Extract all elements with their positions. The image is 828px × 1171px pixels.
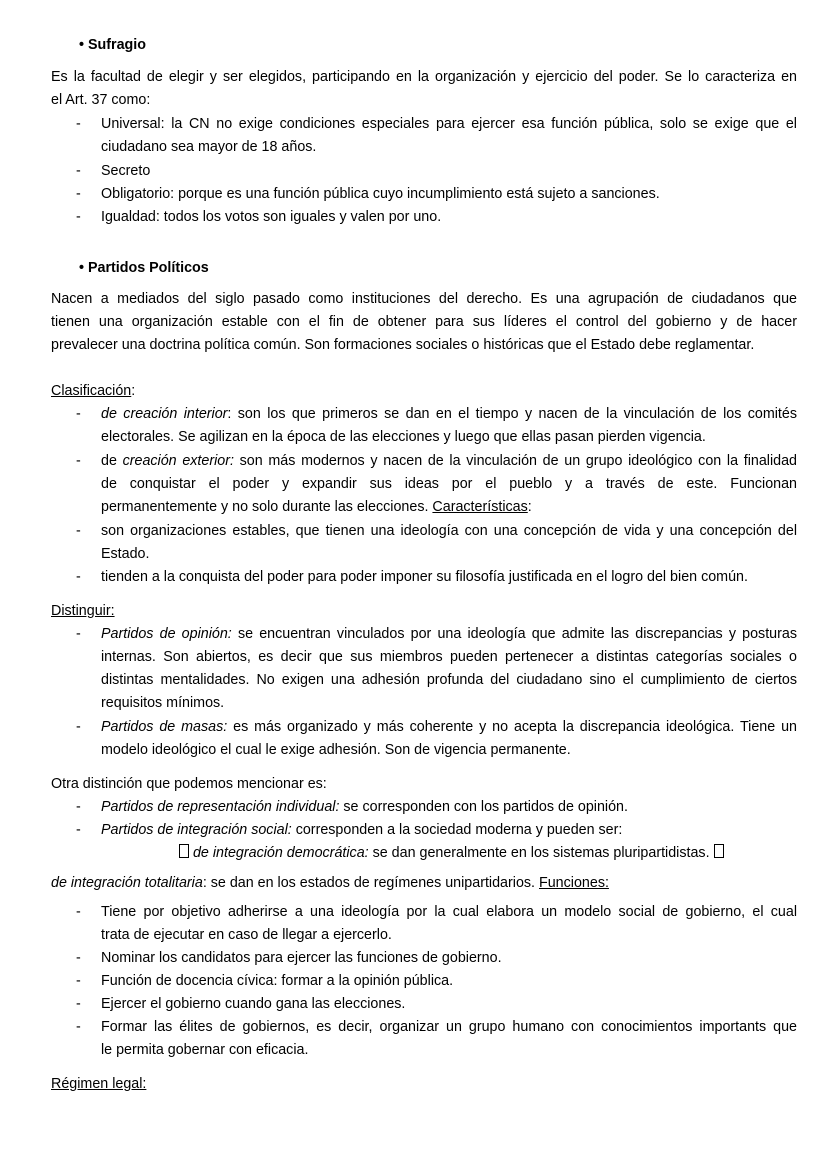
list-dash: -	[76, 904, 81, 920]
list-item-text: se dan generalmente en los sistemas pluripartidistas.	[368, 845, 710, 861]
list-item-continuation: requisitos mínimos.	[101, 695, 225, 711]
list-item: Universal: la CN no exige condiciones especiales para ejercer esa función pública, solo se exige que el	[101, 116, 797, 132]
sub-item-democratica	[179, 842, 724, 864]
checkbox-glyph-icon	[714, 844, 724, 858]
list-dash: -	[76, 822, 81, 838]
list-item-continuation: electorales. Se agilizan en la época de las elecciones y luego que ellas pasan pierden vigencia.	[101, 429, 706, 445]
emphasis-term: Partidos de masas:	[101, 719, 228, 735]
list-item-text: : se dan en los estados de regímenes unipartidarios.	[202, 875, 539, 891]
list-dash: -	[76, 163, 81, 179]
list-item-text: de	[101, 453, 123, 469]
list-item-continuation: de conquistar el poder y expandir sus ideas por el pueblo y a través de este. Funcionan	[101, 476, 797, 492]
list-item: Ejercer el gobierno cuando gana las elecciones.	[101, 996, 406, 1012]
list-item-continuation: le permita gobernar con eficacia.	[101, 1042, 309, 1058]
list-dash: -	[76, 186, 81, 202]
list-item-continuation: modelo ideológico el cual le exige adhesión. Son de vigencia permanente.	[101, 742, 571, 758]
list-item	[101, 450, 797, 472]
list-dash: -	[76, 626, 81, 642]
list-item-continuation: Estado.	[101, 546, 150, 562]
list-item: tienden a la conquista del poder para poder imponer su filosofía justificada en el logro del bien común.	[101, 569, 748, 585]
list-item	[101, 623, 797, 645]
list-item	[101, 819, 622, 841]
list-item-text: se encuentran vinculados por una ideología que admite las discrepancias y posturas	[231, 626, 797, 642]
list-item: Obligatorio: porque es una función pública cuyo incumplimiento está sujeto a sanciones.	[101, 186, 660, 202]
sufragio-heading: • Sufragio	[79, 37, 146, 53]
list-item-text: corresponden a la sociedad moderna y pueden ser:	[291, 822, 623, 838]
list-dash: -	[76, 523, 81, 539]
partidos-intro-line-3: prevalecer una doctrina política común. Son formaciones sociales o históricas que el Estado debe reglamentar.	[51, 337, 755, 353]
sufragio-intro-line-2: el Art. 37 como:	[51, 92, 151, 108]
list-dash: -	[76, 406, 81, 422]
list-item-text: permanentemente y no solo durante las elecciones.	[101, 499, 433, 515]
regimen-legal-heading: Régimen legal:	[51, 1076, 147, 1092]
list-item	[101, 403, 797, 425]
otra-intro: Otra distinción que podemos mencionar es:	[51, 776, 327, 792]
partidos-heading: • Partidos Políticos	[79, 260, 209, 276]
list-dash: -	[76, 719, 81, 735]
list-item: Función de docencia cívica: formar a la opinión pública.	[101, 973, 454, 989]
list-item-continuation: internas. Son abiertos, es decir que sus miembros pueden pertenecer a distintas categorías sociales o	[101, 649, 797, 665]
list-item-continuation: distintas mentalidades. No exigen una adhesión profunda del ciudadano sino el cumplimiento de ciertos	[101, 672, 797, 688]
list-dash: -	[76, 209, 81, 225]
list-dash: -	[76, 116, 81, 132]
emphasis-term: de integración totalitaria	[51, 875, 203, 891]
list-item: Igualdad: todos los votos son iguales y valen por uno.	[101, 209, 442, 225]
checkbox-glyph-icon	[179, 844, 189, 858]
list-dash: -	[76, 569, 81, 585]
partidos-intro-line-1: Nacen a mediados del siglo pasado como instituciones del derecho. Es una agrupación de ciudadanos que	[51, 291, 797, 307]
clasificacion-heading	[51, 380, 135, 402]
emphasis-term: Partidos de representación individual:	[101, 799, 340, 815]
list-item	[101, 796, 628, 818]
list-item	[101, 716, 797, 738]
sub-item-totalitaria	[51, 872, 609, 894]
funciones-label: Funciones:	[539, 875, 609, 891]
emphasis-term: Partidos de integración social:	[101, 822, 292, 838]
emphasis-term: de integración democrática:	[192, 845, 369, 861]
list-item: Secreto	[101, 163, 151, 179]
list-item: son organizaciones estables, que tienen una ideología con una concepción de vida y una concepción del	[101, 523, 797, 539]
list-item-text: se corresponden con los partidos de opinión.	[339, 799, 628, 815]
clasificacion-colon: :	[131, 383, 136, 399]
list-item-continuation: ciudadano sea mayor de 18 años.	[101, 139, 317, 155]
emphasis-term: de creación interior	[101, 406, 228, 422]
list-item-continuation	[101, 496, 532, 518]
distinguir-heading: Distinguir:	[51, 603, 115, 619]
sufragio-intro-line-1: Es la facultad de elegir y ser elegidos, participando en la organización y ejercicio del poder. Se lo caracteriza en	[51, 69, 797, 85]
list-dash: -	[76, 1019, 81, 1035]
caracteristicas-label: Características	[432, 499, 528, 515]
emphasis-term: creación exterior:	[122, 453, 234, 469]
list-item-text: : son los que primeros se dan en el tiempo y nacen de la vinculación de los comités	[227, 406, 797, 422]
list-item-continuation: trata de ejecutar en caso de llegar a ejercerlo.	[101, 927, 392, 943]
list-dash: -	[76, 799, 81, 815]
list-dash: -	[76, 996, 81, 1012]
emphasis-term: Partidos de opinión:	[101, 626, 232, 642]
list-item: Tiene por objetivo adherirse a una ideología por la cual elabora un modelo social de gobierno, el cual	[101, 904, 797, 920]
list-item-text: son más modernos y nacen de la vinculación de un grupo ideológico con la finalidad	[233, 453, 797, 469]
list-dash: -	[76, 973, 81, 989]
list-dash: -	[76, 453, 81, 469]
partidos-intro-line-2: tienen una organización estable con el fin de obtener para sus líderes el control del gobierno y de hacer	[51, 314, 797, 330]
list-item: Formar las élites de gobiernos, es decir, organizar un grupo humano con conocimientos importants que	[101, 1019, 797, 1035]
list-dash: -	[76, 950, 81, 966]
clasificacion-label: Clasificación	[51, 383, 132, 399]
list-item: Nominar los candidatos para ejercer las funciones de gobierno.	[101, 950, 502, 966]
caracteristicas-colon: :	[527, 499, 532, 515]
list-item-text: es más organizado y más coherente y no acepta la discrepancia ideológica. Tiene un	[227, 719, 797, 735]
